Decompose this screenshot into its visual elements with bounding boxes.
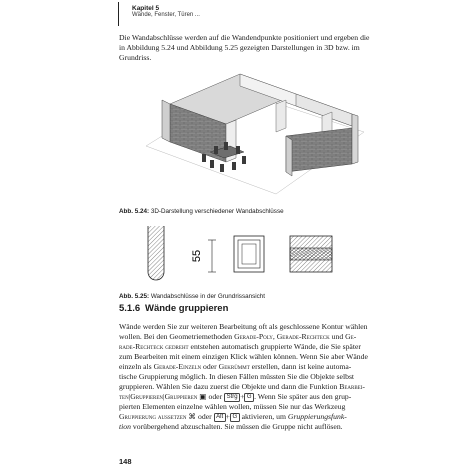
- section-number: 5.1.6: [119, 303, 141, 314]
- wall-end-plan-illustration: [140, 224, 340, 294]
- body-line-5: einzeln als Gerade-Einzeln oder Gekrümmt erstellen, dann ist keine automa-: [119, 362, 352, 371]
- dimension-label: 55: [191, 249, 203, 263]
- body-line-2: wollen. Bei den Geometriemethoden Gerade-Poly, Gerade-Rechteck und Ge-: [119, 332, 357, 341]
- body-line-7: gruppieren. Wählen Sie dazu zuerst die Objekte und dann die Funktion Bearbei-: [119, 382, 365, 391]
- section-heading: [119, 303, 228, 314]
- key-g-2: G: [230, 413, 240, 422]
- chapter-subtitle: Wände, Fenster, Türen ...: [132, 12, 200, 18]
- figure-caption-1: [119, 208, 284, 215]
- body-line-10: Gruppierung aussetzen ⌘ oder Alt + G aktivieren, um Gruppierungsfunk-: [119, 412, 347, 421]
- intro-line-2: in Abbildung 5.24 und Abbildung 5.25 gezeigten Darstellungen in 3D bzw. im: [119, 43, 360, 52]
- section-title: Wände gruppieren: [145, 303, 229, 314]
- figure-caption-2: [119, 293, 265, 300]
- body-line-4: zum Bearbeiten mit einem einzigen Klick wählen können. Wenn Sie aber Wände: [119, 352, 368, 361]
- figure-caption-text-1: 3D-Darstellung verschiedener Wandabschlüsse: [150, 208, 284, 215]
- body-line-3: rade-Rechteck gedreht entstehen automatisch gruppierte Wände, die Sie später: [119, 342, 361, 351]
- figure-caption-text-2: Wandabschlüsse in der Grundrissansicht: [150, 293, 266, 300]
- body-line-1: Wände werden Sie zur weiteren Bearbeitung oft als geschlossene Kontur wählen: [119, 322, 368, 331]
- key-strg: Strg: [224, 393, 240, 402]
- chapter-label: Kapitel 5: [132, 5, 160, 12]
- body-line-6: tische Gruppierung möglich. In diesen Fällen müssten Sie die Objekte selbst: [119, 372, 355, 381]
- body-line-8: ten|Gruppieren|Gruppieren ▣ oder Strg + G . Wenn Sie später aus den grup-: [119, 392, 352, 401]
- intro-line-1: Die Wandabschlüsse werden auf die Wandendpunkte positioniert und ergeben die: [119, 33, 370, 42]
- body-line-11: tion vorübergehend abzuschalten. Sie müssen die Gruppe nicht auflösen.: [119, 422, 343, 431]
- page-number: 148: [119, 457, 132, 466]
- wall-3d-illustration: [126, 66, 366, 206]
- header-rule: [118, 2, 119, 26]
- figure-label-2: Abb. 5.25:: [119, 293, 150, 300]
- intro-line-3: Grundriss.: [119, 53, 152, 62]
- key-g: G: [244, 393, 254, 402]
- key-alt: Alt: [214, 413, 226, 422]
- group-icon: ▣: [199, 392, 207, 401]
- body-line-9: pierten Elementen einzelne wählen wollen, müssen Sie nur das Werkzeug: [119, 402, 346, 411]
- ungroup-icon: ⌘: [188, 412, 197, 421]
- figure-label-1: Abb. 5.24:: [119, 208, 150, 215]
